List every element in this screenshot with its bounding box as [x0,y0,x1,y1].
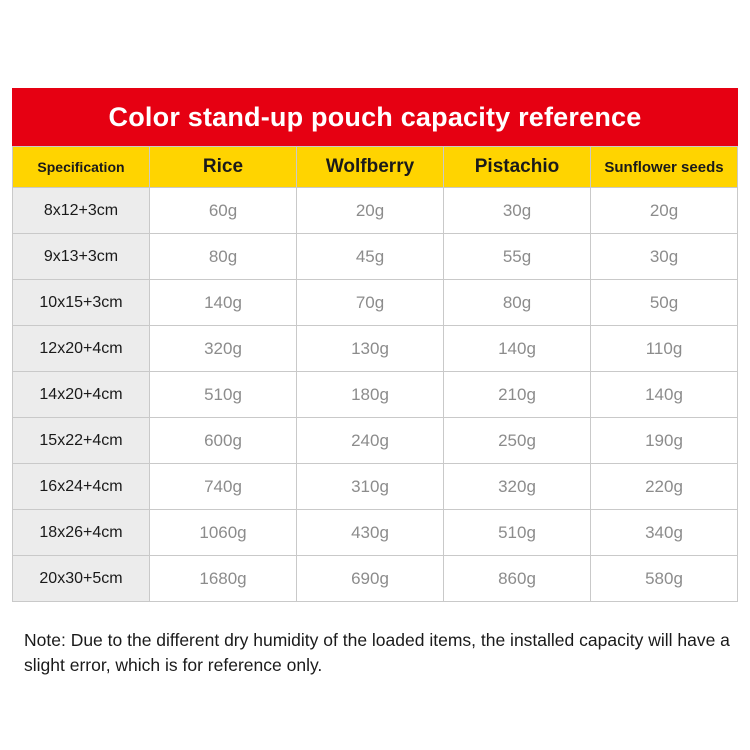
cell-rice: 510g [150,372,297,418]
cell-sunflower-seeds: 220g [591,464,738,510]
cell-sunflower-seeds: 30g [591,234,738,280]
table-header [13,147,738,188]
cell-sunflower-seeds: 20g [591,188,738,234]
cell-pistachio: 510g [444,510,591,556]
title-banner [12,88,738,146]
cell-wolfberry: 45g [297,234,444,280]
cell-specification: 12x20+4cm [13,326,150,372]
table-row [13,464,738,510]
cell-pistachio: 210g [444,372,591,418]
cell-wolfberry: 240g [297,418,444,464]
cell-pistachio: 860g [444,556,591,602]
capacity-table [12,146,738,602]
footnote: Note: Due to the different dry humidity of the loaded items, the installed capacity will have a slight error, which is for reference only. [24,630,730,676]
page-title: Color stand-up pouch capacity reference [108,101,642,132]
table-row [13,234,738,280]
table-row [13,418,738,464]
cell-specification: 16x24+4cm [13,464,150,510]
cell-sunflower-seeds: 190g [591,418,738,464]
table-header-row [13,147,738,188]
cell-specification: 8x12+3cm [13,188,150,234]
cell-wolfberry: 70g [297,280,444,326]
column-header-wolfberry: Wolfberry [297,147,444,188]
cell-specification: 14x20+4cm [13,372,150,418]
cell-wolfberry: 310g [297,464,444,510]
table-row [13,326,738,372]
cell-sunflower-seeds: 580g [591,556,738,602]
cell-wolfberry: 20g [297,188,444,234]
table-row [13,372,738,418]
column-header-rice: Rice [150,147,297,188]
column-header-pistachio: Pistachio [444,147,591,188]
cell-rice: 60g [150,188,297,234]
column-header-specification: Specification [13,147,150,188]
table-row [13,188,738,234]
cell-specification: 15x22+4cm [13,418,150,464]
cell-sunflower-seeds: 140g [591,372,738,418]
cell-wolfberry: 180g [297,372,444,418]
cell-specification: 10x15+3cm [13,280,150,326]
column-header-sunflower-seeds: Sunflower seeds [591,147,738,188]
cell-pistachio: 250g [444,418,591,464]
cell-pistachio: 55g [444,234,591,280]
cell-sunflower-seeds: 50g [591,280,738,326]
cell-pistachio: 140g [444,326,591,372]
capacity-sheet [12,88,738,602]
cell-pistachio: 320g [444,464,591,510]
cell-wolfberry: 430g [297,510,444,556]
table-row [13,510,738,556]
cell-specification: 20x30+5cm [13,556,150,602]
cell-rice: 80g [150,234,297,280]
cell-rice: 320g [150,326,297,372]
cell-pistachio: 30g [444,188,591,234]
cell-specification: 9x13+3cm [13,234,150,280]
table-row [13,280,738,326]
table-row [13,556,738,602]
cell-sunflower-seeds: 110g [591,326,738,372]
cell-rice: 1060g [150,510,297,556]
cell-specification: 18x26+4cm [13,510,150,556]
cell-rice: 740g [150,464,297,510]
cell-wolfberry: 130g [297,326,444,372]
cell-rice: 600g [150,418,297,464]
cell-wolfberry: 690g [297,556,444,602]
table-body [13,188,738,602]
cell-rice: 1680g [150,556,297,602]
cell-rice: 140g [150,280,297,326]
cell-sunflower-seeds: 340g [591,510,738,556]
cell-pistachio: 80g [444,280,591,326]
